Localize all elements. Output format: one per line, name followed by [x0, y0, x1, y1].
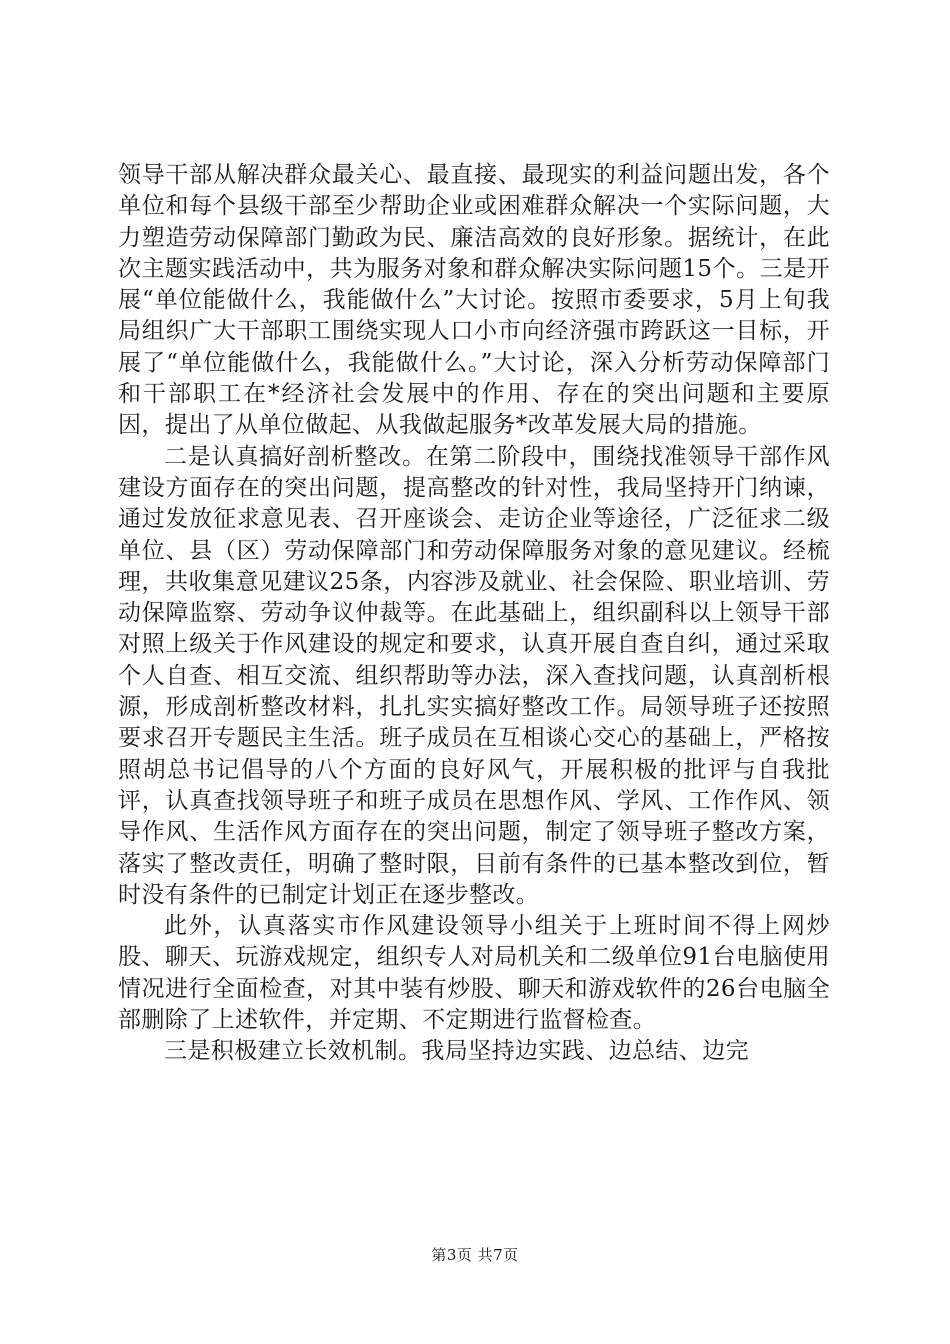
paragraph-2: 二是认真搞好剖析整改。在第二阶段中，围绕找准领导干部作风建设方面存在的突出问题，提高整改的针对性，我局坚持开门纳谏，通过发放征求意见表、召开座谈会、走访企业等途径，广泛征求二级单位、县（区）劳动保障部门和劳动保障服务对象的意见建议。经梳理，共收集意见建议25条，内容涉及就业、社会保险、职业培训、劳动保障监察、劳动争议仲裁等。在此基础上，组织副科以上领导干部对照上级关于作风建设的规定和要求，认真开展自查自纠，通过采取个人自查、相互交流、组织帮助等办法，深入查找问题，认真剖析根源，形成剖析整改材料，扎扎实实搞好整改工作。局领导班子还按照要求召开专题民主生活。班子成员在互相谈心交心的基础上，严格按照胡总书记倡导的八个方面的良好风气，开展积极的批评与自我批评，认真查找领导班子和班子成员在思想作风、学风、工作作风、领导作风、生活作风方面存在的突出问题，制定了领导班子整改方案，落实了整改责任，明确了整时限，目前有条件的已基本整改到位，暂时没有条件的已制定计划正在逐步整改。 [118, 443, 830, 908]
body-text [118, 160, 830, 1068]
paragraph-4: 三是积极建立长效机制。我局坚持边实践、边总结、边完 [164, 1038, 749, 1065]
paragraph-1: 领导干部从解决群众最关心、最直接、最现实的利益问题出发，各个单位和每个县级干部至少帮助企业或困难群众解决一个实际问题，大力塑造劳动保障部门勤政为民、廉洁高效的良好形象。据统计，在此次主题实践活动中，共为服务对象和群众解决实际问题15个。三是开展“单位能做什么，我能做什么”大讨论。按照市委要求，5月上旬我局组织广大干部职工围绕实现人口小市向经济强市跨跃这一目标，开展了“单位能做什么，我能做什么。”大讨论，深入分析劳动保障部门和干部职工在*经济社会发展中的作用、存在的突出问题和主要原因，提出了从单位做起、从我做起服务*改革发展大局的措施。 [118, 162, 830, 439]
page-footer: 第3页 共7页 [431, 1246, 519, 1264]
paragraph-3: 此外，认真落实市作风建设领导小组关于上班时间不得上网炒股、聊天、玩游戏规定，组织专人对局机关和二级单位91台电脑使用情况进行全面检查，对其中装有炒股、聊天和游戏软件的26台电脑全部删除了上述软件，并定期、不定期进行监督检查。 [118, 913, 830, 1034]
